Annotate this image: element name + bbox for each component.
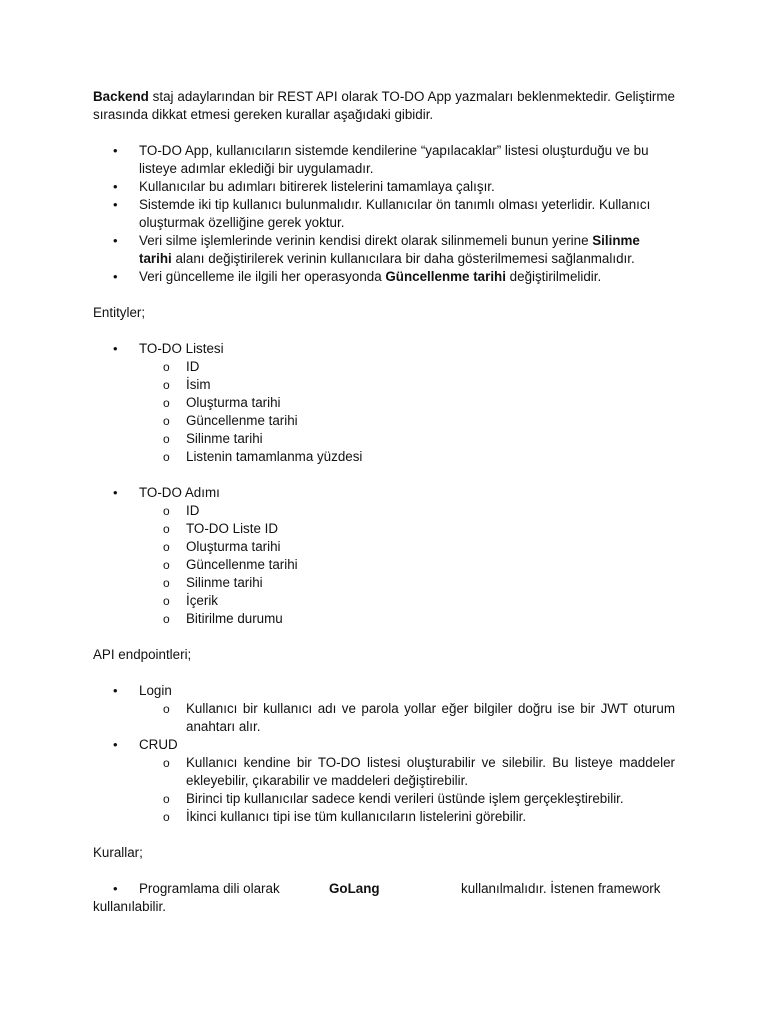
bullet-text: değiştirilmelidir. bbox=[505, 269, 602, 284]
entity-title: TO-DO Listesi bbox=[139, 341, 224, 356]
intro-text: staj adaylarından bir REST API olarak TO-DO App yazmaları beklenmektedir. Geliştirme sırasında dikkat etmesi gereken kurallar aşağıdaki gibidir. bbox=[93, 89, 675, 122]
bullet-icon: • bbox=[113, 233, 118, 248]
document-body bbox=[93, 88, 675, 916]
sub-bullet-icon: o bbox=[163, 432, 170, 446]
bullet-icon: • bbox=[113, 341, 118, 356]
entity-todo-step bbox=[93, 484, 675, 628]
entity-field bbox=[93, 394, 675, 412]
endpoints-list bbox=[93, 682, 675, 826]
bullet-icon: • bbox=[113, 683, 118, 698]
entity-field-text: İçerik bbox=[186, 593, 218, 608]
sub-bullet-icon: o bbox=[163, 612, 170, 626]
bullet-icon: • bbox=[113, 269, 118, 284]
entity-field bbox=[93, 430, 675, 448]
sub-bullet-icon: o bbox=[163, 378, 170, 392]
sub-bullet-icon: o bbox=[163, 756, 170, 770]
rules-heading: Kurallar; bbox=[93, 845, 143, 860]
entity-field bbox=[93, 520, 675, 538]
endpoint-login bbox=[93, 682, 675, 736]
endpoint-title: Login bbox=[139, 683, 172, 698]
entity-field-text: Bitirilme durumu bbox=[186, 611, 283, 626]
endpoint-detail-text: Birinci tip kullanıcılar sadece kendi verileri üstünde işlem gerçekleştirebilir. bbox=[186, 791, 624, 806]
list-item bbox=[93, 232, 675, 268]
bullet-icon: • bbox=[113, 197, 118, 212]
rule-bold-text: GoLang bbox=[329, 881, 380, 896]
rules-list bbox=[93, 880, 675, 898]
sub-bullet-icon: o bbox=[163, 810, 170, 824]
bullet-icon: • bbox=[113, 179, 118, 194]
endpoint-detail-list bbox=[139, 754, 675, 826]
bullet-text: Sistemde iki tip kullanıcı bulunmalıdır. Kullanıcılar ön tanımlı olması yeterlidir. Kullanıcı oluşturmak özelliğine gerek yoktur. bbox=[139, 197, 651, 230]
entity-field bbox=[93, 574, 675, 592]
bullet-bold-text: Güncellenme tarihi bbox=[385, 269, 506, 284]
sub-bullet-icon: o bbox=[163, 414, 170, 428]
entity-field-text: İsim bbox=[186, 377, 211, 392]
endpoint-detail-text: İkinci kullanıcı tipi ise tüm kullanıcıların listelerini görebilir. bbox=[186, 809, 527, 824]
list-item bbox=[93, 196, 675, 232]
sub-bullet-icon: o bbox=[163, 594, 170, 608]
bullet-text: Veri güncelleme ile ilgili her operasyonda bbox=[139, 269, 386, 284]
entity-title: TO-DO Adımı bbox=[139, 485, 220, 500]
rule-text: Programlama dili olarak bbox=[139, 881, 280, 896]
entity-field bbox=[93, 358, 675, 376]
bullet-icon: • bbox=[113, 881, 118, 896]
sub-bullet-icon: o bbox=[163, 792, 170, 806]
endpoint-detail-text: Kullanıcı kendine bir TO-DO listesi oluşturabilir ve silebilir. Bu listeye maddeler ekleyebilir, çıkarabilir ve maddeleri değiştirebilir. bbox=[186, 755, 675, 788]
endpoint-detail bbox=[93, 754, 675, 790]
bullet-text: Veri silme işlemlerinde verinin kendisi direkt olarak silinmemeli bunun yerine bbox=[139, 233, 593, 248]
endpoint-detail-list bbox=[139, 700, 675, 736]
sub-bullet-icon: o bbox=[163, 576, 170, 590]
intro-bold: Backend bbox=[93, 89, 149, 104]
rule-continuation: kullanılabilir. bbox=[93, 899, 166, 914]
entity-field bbox=[93, 412, 675, 430]
entity-field bbox=[93, 592, 675, 610]
list-item bbox=[93, 142, 675, 178]
sub-bullet-icon: o bbox=[163, 540, 170, 554]
entity-field-text: ID bbox=[186, 503, 200, 518]
entity-field bbox=[93, 376, 675, 394]
sub-bullet-icon: o bbox=[163, 396, 170, 410]
entities-heading: Entityler; bbox=[93, 305, 146, 320]
bullet-text: alanı değiştirilerek verinin kullanıcılara bir daha gösterilmemesi sağlanmalıdır. bbox=[171, 251, 635, 266]
entity-field bbox=[93, 610, 675, 628]
entity-field-text: Güncellenme tarihi bbox=[186, 557, 298, 572]
sub-bullet-icon: o bbox=[163, 360, 170, 374]
entity-field-text: ID bbox=[186, 359, 200, 374]
sub-bullet-icon: o bbox=[163, 558, 170, 572]
rules-bullet-list bbox=[93, 142, 675, 286]
sub-bullet-icon: o bbox=[163, 450, 170, 464]
sub-bullet-icon: o bbox=[163, 522, 170, 536]
list-item bbox=[93, 178, 675, 196]
entities-list bbox=[93, 340, 675, 628]
entity-field-text: Oluşturma tarihi bbox=[186, 539, 281, 554]
endpoint-detail-text: Kullanıcı bir kullanıcı adı ve parola yollar eğer bilgiler doğru ise bir JWT oturum anahtarı alır. bbox=[186, 701, 675, 734]
sub-bullet-icon: o bbox=[163, 702, 170, 716]
entity-field bbox=[93, 502, 675, 520]
endpoint-crud bbox=[93, 736, 675, 826]
entity-field-text: Oluşturma tarihi bbox=[186, 395, 281, 410]
bullet-icon: • bbox=[113, 737, 118, 752]
entity-field-text: TO-DO Liste ID bbox=[186, 521, 279, 536]
bullet-text: Kullanıcılar bu adımları bitirerek listelerini tamamlaya çalışır. bbox=[139, 179, 495, 194]
entity-todo-list bbox=[93, 340, 675, 484]
endpoint-detail bbox=[93, 700, 675, 736]
entity-field-text: Güncellenme tarihi bbox=[186, 413, 298, 428]
entity-field-text: Silinme tarihi bbox=[186, 431, 263, 446]
endpoint-title: CRUD bbox=[139, 737, 178, 752]
endpoint-detail bbox=[93, 808, 675, 826]
endpoint-detail bbox=[93, 790, 675, 808]
entity-field bbox=[93, 556, 675, 574]
entity-field-list bbox=[139, 502, 675, 628]
bullet-icon: • bbox=[113, 485, 118, 500]
bullet-icon: • bbox=[113, 143, 118, 158]
bullet-bold-text: Silinme tarihi bbox=[139, 233, 640, 266]
list-item bbox=[93, 268, 675, 286]
entity-field-text: Listenin tamamlanma yüzdesi bbox=[186, 449, 363, 464]
intro-paragraph bbox=[93, 88, 675, 124]
rule-text: kullanılmalıdır. İstenen framework bbox=[461, 881, 661, 896]
sub-bullet-icon: o bbox=[163, 504, 170, 518]
entity-field bbox=[93, 448, 675, 466]
entity-field-list bbox=[139, 358, 675, 466]
entity-field-text: Silinme tarihi bbox=[186, 575, 263, 590]
list-item bbox=[93, 880, 675, 898]
spacer bbox=[139, 466, 675, 484]
endpoints-heading: API endpointleri; bbox=[93, 647, 192, 662]
golang-rule-line bbox=[139, 880, 675, 898]
entity-field bbox=[93, 538, 675, 556]
bullet-text: TO-DO App, kullanıcıların sistemde kendilerine “yapılacaklar” listesi oluşturduğu ve bu listeye adımlar eklediği bir uygulamadır. bbox=[139, 143, 649, 176]
